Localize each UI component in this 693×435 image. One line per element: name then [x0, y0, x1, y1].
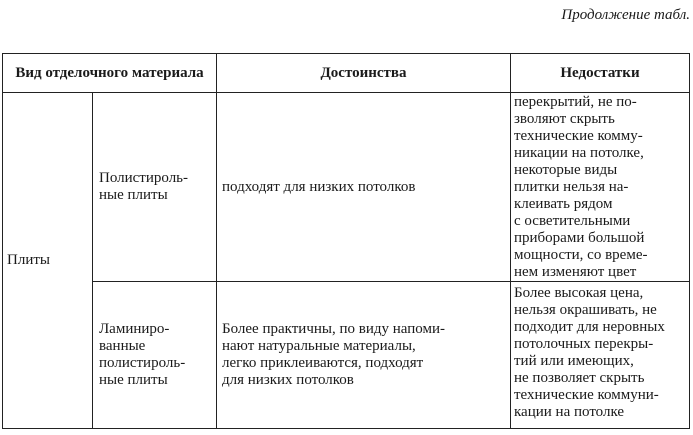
table-header-row	[3, 54, 690, 93]
disadvantages-line: нем изменяют цвет	[514, 264, 637, 280]
advantages-line: Более практичны, по виду напоми-	[222, 321, 445, 337]
table-row	[3, 93, 690, 282]
header-disadvantages: Недостатки	[511, 54, 690, 93]
disadvantages-line: клеивать рядом	[514, 196, 613, 212]
advantages-line: легко приклеиваются, подходят	[222, 355, 424, 371]
advantages-cell	[217, 282, 511, 429]
table-row	[3, 282, 690, 429]
disadvantages-line: нельзя окрашивать, не	[514, 302, 657, 318]
finishing-materials-table	[2, 53, 690, 429]
disadvantages-line: перекрытий, не по-	[514, 94, 637, 110]
disadvantages-line: зволяют скрыть	[514, 111, 615, 127]
material-group-cell: Плиты	[3, 93, 93, 429]
header-advantages: Достоинства	[217, 54, 511, 93]
disadvantages-line: технические коммуни-	[514, 387, 659, 403]
disadvantages-line: Более высокая цена,	[514, 285, 644, 301]
disadvantages-line: не позволяет скрыть	[514, 370, 645, 386]
subtype-line: ванные	[99, 338, 146, 354]
subtype-cell	[93, 93, 217, 282]
table-continuation-caption: Продолжение табл.	[561, 7, 690, 23]
advantages-line: для низких потолков	[222, 372, 354, 388]
disadvantages-line: потолочных перекры-	[514, 336, 654, 352]
disadvantages-line: кации на потолке	[514, 404, 625, 420]
subtype-line: ные плиты	[99, 187, 168, 203]
disadvantages-line: технические комму-	[514, 128, 643, 144]
disadvantages-line: подходит для неровных	[514, 319, 665, 335]
disadvantages-cell	[511, 93, 690, 282]
header-material-type: Вид отделочного материала	[3, 54, 217, 93]
subtype-line: Полистироль-	[99, 170, 189, 186]
subtype-line: полистироль-	[99, 355, 186, 371]
advantages-cell: подходят для низких потолков	[217, 93, 511, 282]
subtype-line: ные плиты	[99, 372, 168, 388]
disadvantages-line: с осветительными	[514, 213, 631, 229]
subtype-cell	[93, 282, 217, 429]
subtype-line: Ламиниро-	[99, 321, 170, 337]
disadvantages-line: тий или имеющих,	[514, 353, 634, 369]
disadvantages-line: никации на потолке,	[514, 145, 644, 161]
disadvantages-line: мощности, со време-	[514, 247, 648, 263]
disadvantages-line: некоторые виды	[514, 162, 618, 178]
disadvantages-line: плитки нельзя на-	[514, 179, 629, 195]
advantages-line: нают натуральные материалы,	[222, 338, 416, 354]
disadvantages-line: приборами большой	[514, 230, 645, 246]
disadvantages-cell	[511, 282, 690, 429]
